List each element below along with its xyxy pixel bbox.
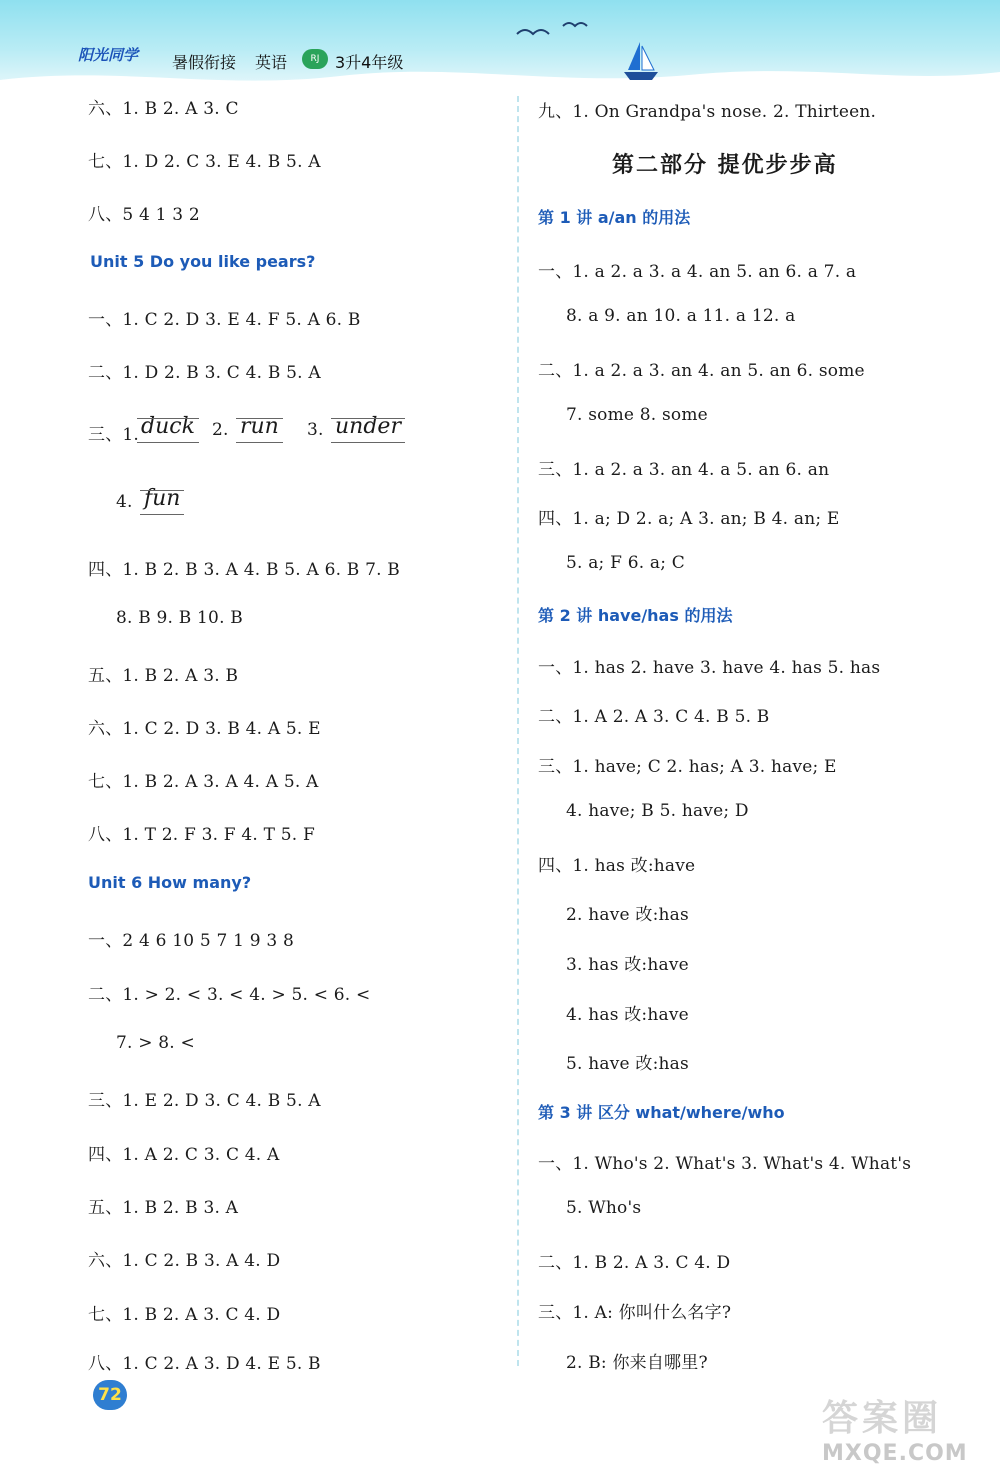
lesson-3-heading: 第 3 讲 区分 what/where/who bbox=[538, 1103, 785, 1122]
answer-line: 一、1. C 2. D 3. E 4. F 5. A 6. B bbox=[88, 310, 361, 330]
subject-label: 英语 bbox=[255, 53, 288, 72]
answer-line: 5. Who's bbox=[566, 1198, 642, 1218]
book-title: 暑假衔接 bbox=[172, 53, 237, 72]
answer-line: 九、1. On Grandpa's nose. 2. Thirteen. bbox=[538, 102, 877, 122]
watermark-title: 答案圈 bbox=[822, 1398, 943, 1439]
answer-line: 二、1. A 2. A 3. C 4. B 5. B bbox=[538, 707, 770, 727]
unit-6-heading: Unit 6 How many? bbox=[88, 873, 252, 892]
answer-line: 5. a; F 6. a; C bbox=[566, 553, 685, 573]
answer-line: 5. have 改:has bbox=[566, 1054, 689, 1074]
answer-line: 一、1. has 2. have 3. have 4. has 5. has bbox=[538, 658, 881, 678]
answer-line: 六、1. B 2. A 3. C bbox=[88, 99, 239, 119]
answer-line: 一、1. Who's 2. What's 3. What's 4. What's bbox=[538, 1154, 912, 1174]
answer-line: 7. > 8. < bbox=[116, 1033, 195, 1053]
answer-line: 三、1. a 2. a 3. an 4. a 5. an 6. an bbox=[538, 460, 830, 480]
answer-number: 3. bbox=[307, 420, 324, 440]
edition-badge: RJ bbox=[302, 49, 328, 69]
answer-line: 一、1. a 2. a 3. a 4. an 5. an 6. a 7. a bbox=[538, 262, 857, 282]
answer-line: 8. a 9. an 10. a 11. a 12. a bbox=[566, 306, 796, 326]
answer-line: 一、2 4 6 10 5 7 1 9 3 8 bbox=[88, 931, 295, 951]
answer-line: 四、1. A 2. C 3. C 4. A bbox=[88, 1145, 280, 1165]
answer-line: 六、1. C 2. D 3. B 4. A 5. E bbox=[88, 719, 321, 739]
answer-line: 三、1. have; C 2. has; A 3. have; E bbox=[538, 757, 837, 777]
lesson-2-heading: 第 2 讲 have/has 的用法 bbox=[538, 606, 733, 625]
watermark bbox=[822, 1390, 968, 1466]
answer-line: 八、1. C 2. A 3. D 4. E 5. B bbox=[88, 1354, 321, 1374]
answer-line: 二、1. > 2. < 3. < 4. > 5. < 6. < bbox=[88, 985, 371, 1005]
page-number: 72 bbox=[93, 1380, 127, 1410]
answer-line: 三、1. A: 你叫什么名字? bbox=[538, 1303, 732, 1323]
answer-line: 五、1. B 2. B 3. A bbox=[88, 1198, 239, 1218]
answer-line: 六、1. C 2. B 3. A 4. D bbox=[88, 1251, 281, 1271]
answer-line: 4. has 改:have bbox=[566, 1005, 689, 1025]
answer-line: 2. have 改:has bbox=[566, 905, 689, 925]
answer-line: 3. has 改:have bbox=[566, 955, 689, 975]
answer-line: 2. B: 你来自哪里? bbox=[566, 1353, 708, 1373]
wave-decoration bbox=[0, 62, 1000, 92]
watermark-site: MXQE.COM bbox=[822, 1441, 968, 1466]
header-banner bbox=[0, 0, 1000, 90]
part-two-title: 第二部分 提优步步高 bbox=[612, 153, 838, 178]
grade-label: 3升4年级 bbox=[335, 53, 404, 72]
handwriting-word: run bbox=[236, 414, 283, 439]
lesson-1-heading: 第 1 讲 a/an 的用法 bbox=[538, 208, 691, 227]
answer-line: 二、1. a 2. a 3. an 4. an 5. an 6. some bbox=[538, 361, 865, 381]
answer-line: 七、1. B 2. A 3. A 4. A 5. A bbox=[88, 772, 319, 792]
answer-line: 四、1. has 改:have bbox=[538, 856, 696, 876]
answer-line: 二、1. B 2. A 3. C 4. D bbox=[538, 1253, 731, 1273]
answer-line: 二、1. D 2. B 3. C 4. B 5. A bbox=[88, 363, 321, 383]
answer-line: 7. some 8. some bbox=[566, 405, 708, 425]
brand-logo: 阳光同学 bbox=[78, 46, 139, 64]
answer-number: 4. bbox=[116, 492, 133, 512]
answer-line: 八、1. T 2. F 3. F 4. T 5. F bbox=[88, 825, 315, 845]
answer-line: 七、1. D 2. C 3. E 4. B 5. A bbox=[88, 152, 321, 172]
answer-number: 2. bbox=[212, 420, 229, 440]
answer-line: 七、1. B 2. A 3. C 4. D bbox=[88, 1305, 281, 1325]
answer-line: 四、1. a; D 2. a; A 3. an; B 4. an; E bbox=[538, 509, 840, 529]
answer-line: 三、1. bbox=[88, 425, 140, 445]
handwriting-word: duck bbox=[137, 414, 199, 439]
answer-line: 三、1. E 2. D 3. C 4. B 5. A bbox=[88, 1091, 321, 1111]
sailboat-icon bbox=[622, 40, 662, 84]
birds-icon bbox=[515, 18, 595, 42]
answer-line: 8. B 9. B 10. B bbox=[116, 608, 243, 628]
unit-5-heading: Unit 5 Do you like pears? bbox=[90, 252, 316, 271]
answer-line: 4. have; B 5. have; D bbox=[566, 801, 749, 821]
answer-line: 五、1. B 2. A 3. B bbox=[88, 666, 239, 686]
answer-line: 四、1. B 2. B 3. A 4. B 5. A 6. B 7. B bbox=[88, 560, 401, 580]
handwriting-word: fun bbox=[140, 486, 184, 511]
handwriting-word: under bbox=[331, 414, 405, 439]
answer-line: 八、5 4 1 3 2 bbox=[88, 205, 200, 225]
column-divider bbox=[517, 96, 519, 1366]
